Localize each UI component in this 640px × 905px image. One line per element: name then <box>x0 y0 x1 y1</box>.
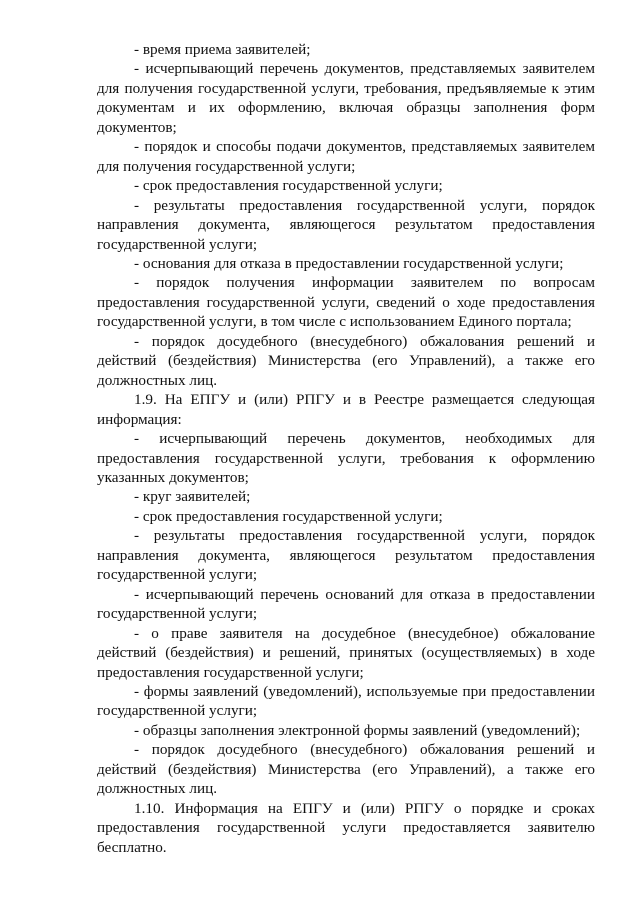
list-item-service-results: - результаты предоставления государственной услуги, порядок направления документа, являющегося результатом предоставления государственной услуги; <box>97 196 595 253</box>
list-item-application-forms: - формы заявлений (уведомлений), используемые при предоставлении государственной услуги; <box>97 682 595 720</box>
list-item-submission-methods: - порядок и способы подачи документов, представляемых заявителем для получения государственной услуги; <box>97 138 595 175</box>
list-item-applicants: - круг заявителей; <box>134 488 251 506</box>
list-item-service-term-2: - срок предоставления государственной услуги; <box>134 507 443 525</box>
list-item-appeal-right: - о праве заявителя на досудебное (внесудебное) обжалование действий (бездействия) и решений, принятых (осуществляемых) в ходе предоставления государственной услуги; <box>97 624 595 681</box>
list-item-documents-list: - исчерпывающий перечень документов, представляемых заявителем для получения государственной услуги, требования, предъявляемые к этим документам и их оформлению, включая образцы заполнения форм документов; <box>97 60 595 136</box>
section-1-9-heading: 1.9. На ЕПГУ и (или) РПГУ и в Реестре размещается следующая информация: <box>97 391 595 428</box>
list-item-required-documents: - исчерпывающий перечень документов, необходимых для предоставления государственной услуги, требования к оформлению указанных документов; <box>97 430 595 486</box>
document-body <box>97 40 595 857</box>
list-item-service-results-2: - результаты предоставления государственной услуги, порядок направления документа, являющегося результатом предоставления государственной услуги; <box>97 527 595 584</box>
list-item-appeal-procedure: - порядок досудебного (внесудебного) обжалования решений и действий (бездействия) Министерства (его Управлений), а также его должностных лиц. <box>97 332 595 389</box>
list-item-refusal-grounds: - основания для отказа в предоставлении государственной услуги; <box>134 254 564 272</box>
section-1-10-paragraph: 1.10. Информация на ЕПГУ и (или) РПГУ о порядке и сроках предоставления государственной услуги предоставляется заявителю бесплатно. <box>97 799 595 856</box>
list-item-reception-time: - время приема заявителей; <box>134 41 311 58</box>
list-item-refusal-grounds-2: - исчерпывающий перечень оснований для отказа в предоставлении государственной услуги; <box>97 585 595 623</box>
list-item-information-procedure: - порядок получения информации заявителем по вопросам предоставления государственной услуги, сведений о ходе предоставления государственной услуги, в том числе с использованием Единого портала; <box>97 274 595 331</box>
list-item-appeal-procedure-2: - порядок досудебного (внесудебного) обжалования решений и действий (бездействия) Министерства (его Управлений), а также его должностных лиц. <box>97 741 595 798</box>
list-item-service-term: - срок предоставления государственной услуги; <box>134 177 443 195</box>
list-item-electronic-form-samples: - образцы заполнения электронной формы заявлений (уведомлений); <box>134 721 581 739</box>
